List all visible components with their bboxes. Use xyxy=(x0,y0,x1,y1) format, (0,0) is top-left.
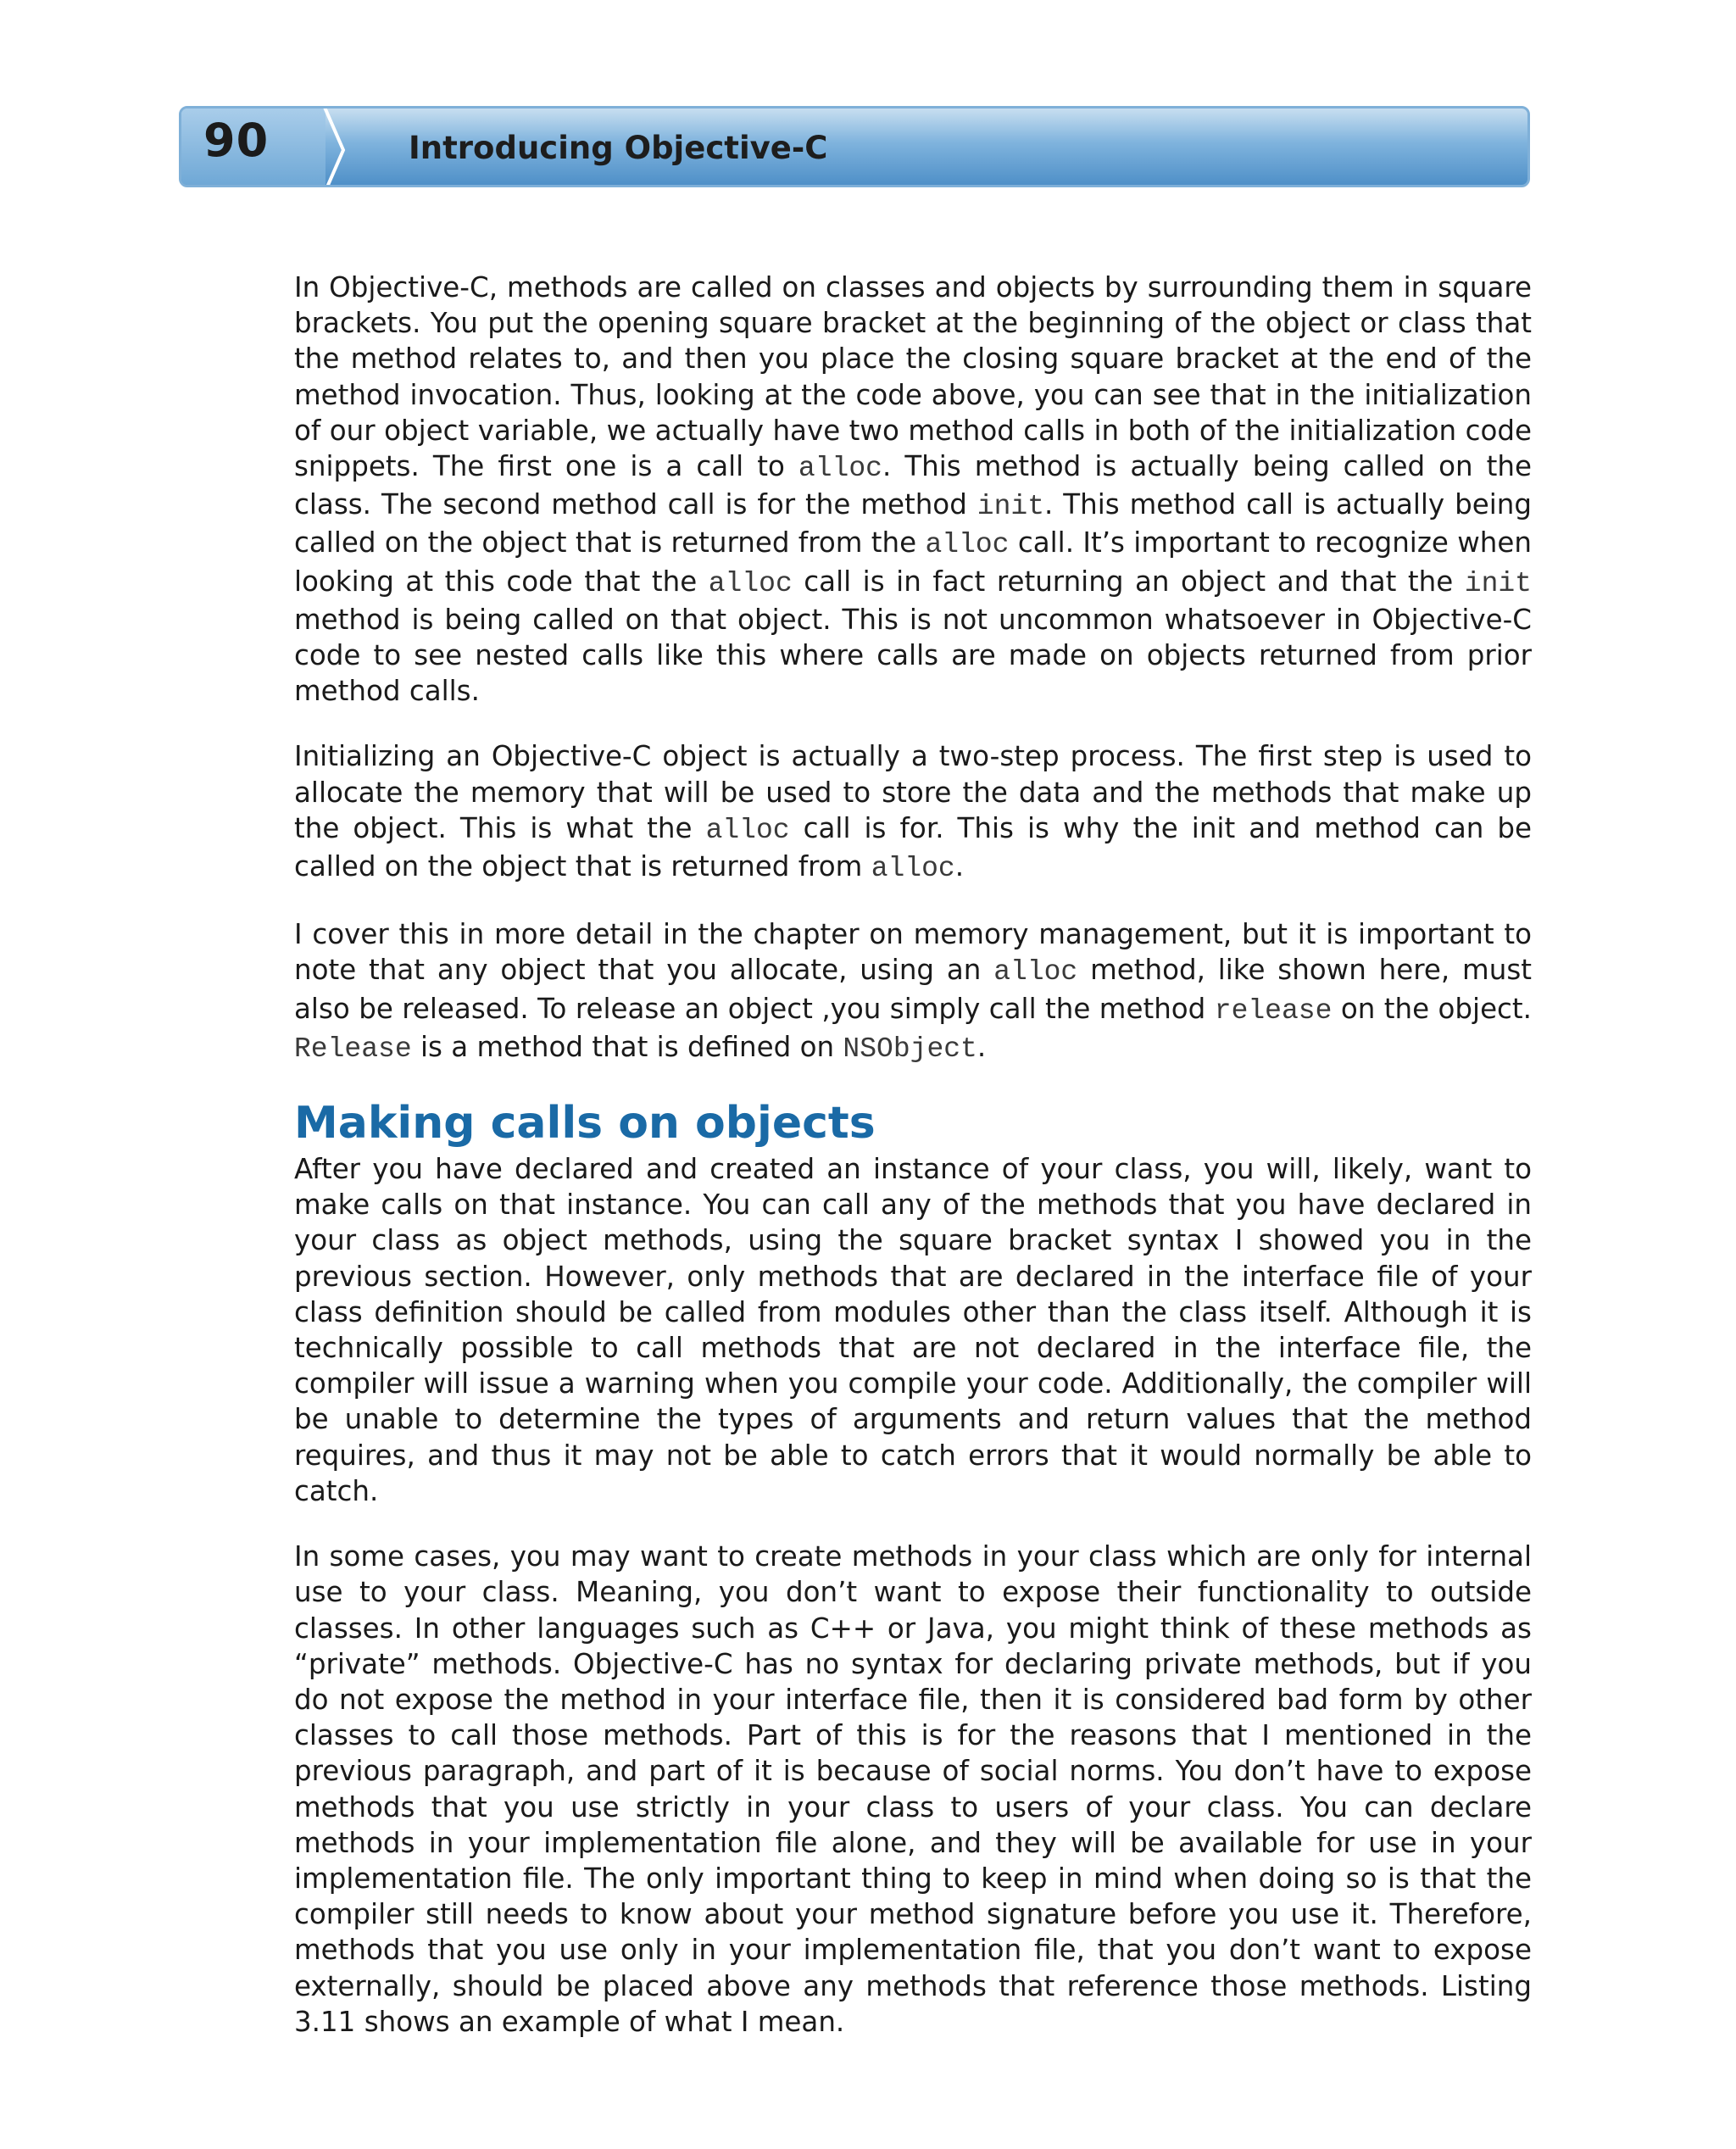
page-number: 90 xyxy=(203,114,270,167)
text-run: call is in fact returning an object and that the xyxy=(792,565,1465,598)
text-run: method, like shown here, must also be released. To release an object ,you simply call the method xyxy=(294,954,1532,1025)
section-heading: Making calls on objects xyxy=(294,1098,876,1150)
inline-code: alloc xyxy=(871,853,955,885)
header-chevron-divider xyxy=(321,106,347,187)
paragraph xyxy=(294,738,1532,887)
text-run: In Objective-C, methods are called on classes and objects by surrounding them in square brackets. You put the opening square bracket at the beginning of the object or class that the method relates to, and then you place the closing square bracket at the end of the method invocation. Thus, looking at the code above, you can see that in the initialization of our object variable, we actually have two method calls in both of the initialization code snippets. The first one is a call to xyxy=(294,271,1532,483)
text-run: call. It’s important to recognize when looking at this code that the xyxy=(294,526,1533,598)
inline-code: alloc xyxy=(798,453,882,485)
paragraph xyxy=(294,916,1532,1067)
text-run: is a method that is defined on xyxy=(411,1030,843,1063)
paragraph xyxy=(294,270,1532,709)
text-run: . This method is actually being called on the class. The second method call is for the method xyxy=(294,450,1532,521)
paragraph: In some cases, you may want to create methods in your class which are only for internal use to your class. Meaning, you don’t want to expose their functionality to outside classes. In other languages such as C++ or Java, you might think of these methods as “private” methods. Objective-C has no syntax for declaring private methods, but if you do not expose the method in your interface file, then it is considered bad form by other classes to call those methods. Part of this is for the reasons that I mentioned in the previous paragraph, and part of it is because of social norms. You don’t have to expose methods that you use strictly in your class to users of your class. You can declare methods in your implementation file alone, and they will be available for use in your implementation file. The only important thing to keep in mind when doing so is that the compiler still needs to know about your method signature before you use it. Therefore, methods that you use only in your implementation file, that you don’t want to expose externally, should be placed above any methods that reference those methods. Listing 3.11 shows an example of what I mean. xyxy=(294,1540,1532,2038)
text-run: . This method call is actually being called on the object that is returned from the xyxy=(294,488,1532,560)
page-body xyxy=(294,270,1532,2069)
inline-code: alloc xyxy=(925,529,1010,561)
inline-code: alloc xyxy=(708,567,793,599)
text-run: I cover this in more detail in the chapter on memory management, but it is important to note that any object that you allocate, using an xyxy=(294,918,1532,987)
text-run: . xyxy=(976,1030,987,1063)
inline-code: Release xyxy=(294,1033,412,1065)
inline-code: alloc xyxy=(993,956,1078,988)
text-run: . xyxy=(954,850,965,883)
text-run: method is being called on that object. This is not uncommon whatsoever in Objective-C code to see nested calls like this where calls are made on objects returned from prior method calls. xyxy=(294,603,1532,708)
text-run: on the object. xyxy=(1332,992,1533,1025)
inline-code: release xyxy=(1214,994,1333,1027)
inline-code: alloc xyxy=(705,814,790,846)
text-run: call is for. This is why the init and method can be called on the object that is returned from xyxy=(294,811,1532,883)
inline-code: NSObject xyxy=(843,1033,977,1065)
text-run: Initializing an Objective-C object is actually a two-step process. The first step is used to allocate the memory that will be used to store the data and the methods that make up the object. This is what the xyxy=(294,740,1532,844)
chapter-title: Introducing Objective-C xyxy=(409,130,828,166)
inline-code: init xyxy=(1464,567,1532,599)
paragraph: After you have declared and created an instance of your class, you will, likely, want to make calls on that instance. You can call any of the methods that you have declared in your class as object methods, using the square bracket syntax I showed you in the previous section. However, only methods that are declared in the interface file of your class definition should be called from modules other than the class itself. Although it is technically possible to call methods that are not declared in the interface file, the compiler will issue a warning when you compile your code. Additionally, the compiler will be unable to determine the types of arguments and return values that the method requires, and thus it may not be able to catch errors that it would normally be able to catch. xyxy=(294,1153,1532,1507)
chapter-header-bar xyxy=(179,106,1530,187)
inline-code: init xyxy=(976,491,1044,523)
